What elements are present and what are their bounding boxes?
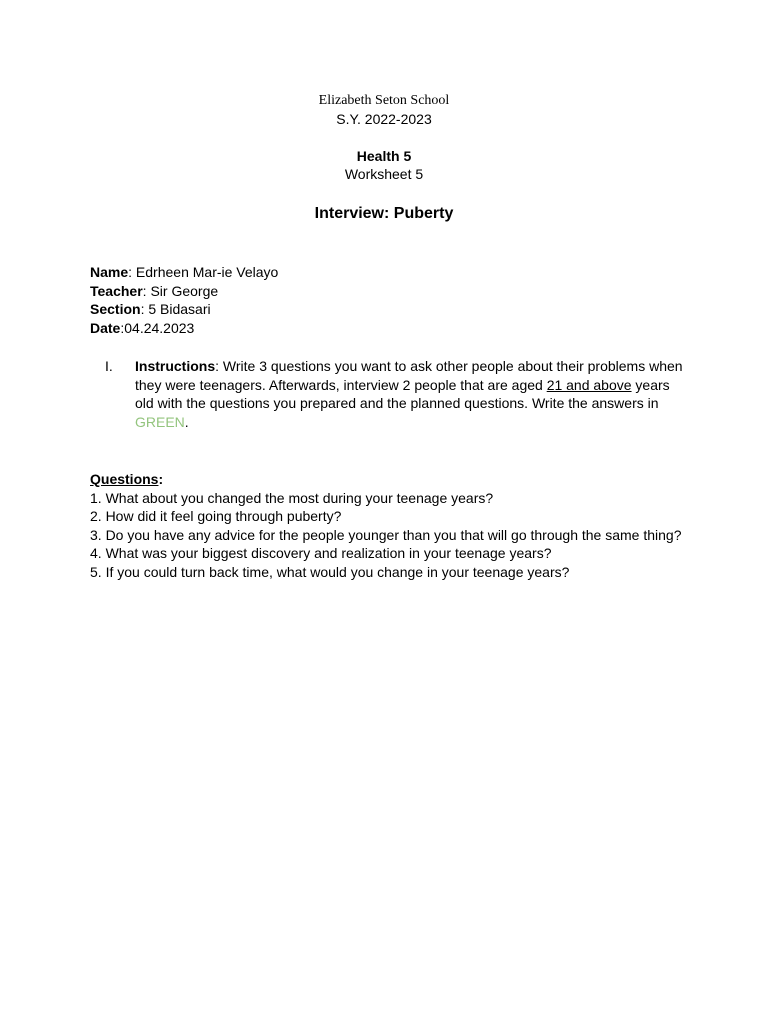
section-row [90, 300, 278, 319]
date-label: Date [90, 319, 121, 336]
instructions-text-1: : Write 3 questions you want to ask other people about their problems when they were teenagers. Afterwards, interview 2 people that are aged [135, 358, 683, 393]
name-row [90, 263, 278, 282]
instructions-text-2: years old with the questions you prepared and the planned questions. Write the answers in [135, 376, 670, 412]
questions-heading-text: Questions [90, 471, 159, 487]
subject-heading: Health 5 [356, 148, 412, 164]
age-requirement: 21 and above [546, 376, 632, 393]
teacher-value: : Sir George [142, 282, 219, 299]
school-year: S.Y. 2022-2023 [336, 111, 432, 127]
questions-list [90, 489, 682, 582]
instructions-numeral: I. [105, 358, 113, 374]
worksheet-label: Worksheet 5 [344, 166, 424, 182]
question-item: 1. What about you changed the most during your teenage years? [90, 489, 494, 506]
section-value: : 5 Bidasari [140, 301, 211, 318]
instructions-label: Instructions [135, 358, 216, 374]
name-value: : Edrheen Mar-ie Velayo [128, 264, 279, 280]
question-item: 4. What was your biggest discovery and realization in your teenage years? [90, 545, 552, 562]
teacher-label: Teacher [90, 282, 143, 299]
question-item: 3. Do you have any advice for the people younger than you that will go through the same thing? [90, 526, 682, 543]
question-item: 2. How did it feel going through puberty? [90, 508, 342, 525]
date-value: :04.24.2023 [120, 319, 195, 336]
questions-section [90, 470, 682, 582]
page-title: Interview: Puberty [314, 205, 454, 222]
questions-heading-colon: : [158, 471, 164, 487]
section-label: Section [90, 301, 141, 318]
questions-heading [90, 470, 682, 489]
teacher-row [90, 282, 278, 301]
green-word: GREEN [135, 413, 185, 430]
name-label: Name [90, 264, 129, 280]
question-item: 5. If you could turn back time, what would you change in your teenage years? [90, 563, 570, 580]
instructions-text-end: . [184, 413, 189, 430]
student-info [90, 263, 278, 337]
school-name: Elizabeth Seton School [318, 93, 450, 108]
instructions-paragraph [135, 357, 685, 431]
date-row [90, 319, 278, 338]
